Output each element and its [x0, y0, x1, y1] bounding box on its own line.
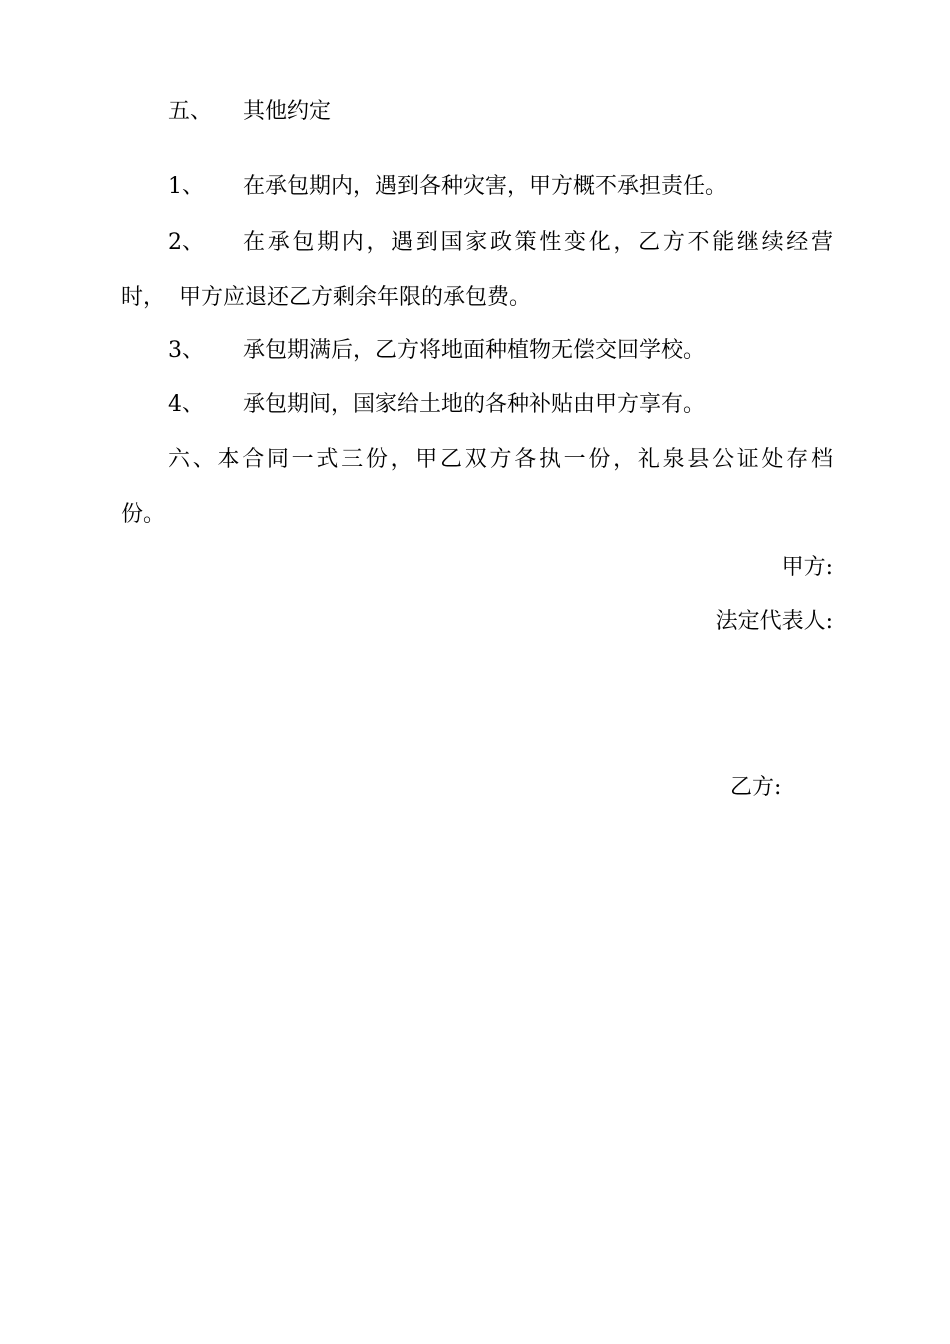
clause-4-text: 承包期间，国家给土地的各种补贴由甲方享有。 [243, 392, 706, 417]
clause-3-text: 承包期满后，乙方将地面种植物无偿交回学校。 [243, 338, 706, 363]
clause-2-continuation: 时， 甲方应退还乙方剩余年限的承包费。 [121, 285, 531, 310]
section-six-text: 六、本合同一式三份，甲乙双方各执一份，礼泉县公证处存档 [168, 447, 833, 472]
clause-1-number: 1、 [168, 174, 204, 199]
clause-2-text: 在承包期内，遇到国家政策性变化，乙方不能继续经营 [243, 230, 833, 255]
party-b-label: 乙方: [730, 775, 782, 800]
clause-3-number: 3、 [168, 338, 204, 363]
clause-1-text: 在承包期内，遇到各种灾害，甲方概不承担责任。 [243, 174, 728, 199]
clause-2-number: 2、 [168, 230, 204, 255]
section-five-number: 五、 [168, 99, 213, 124]
legal-rep-label: 法定代表人: [715, 609, 833, 634]
clause-4-number: 4、 [168, 392, 204, 417]
section-six-continuation: 份。 [121, 502, 166, 527]
party-a-label: 甲方: [781, 555, 833, 580]
section-five-title: 其他约定 [243, 99, 332, 124]
